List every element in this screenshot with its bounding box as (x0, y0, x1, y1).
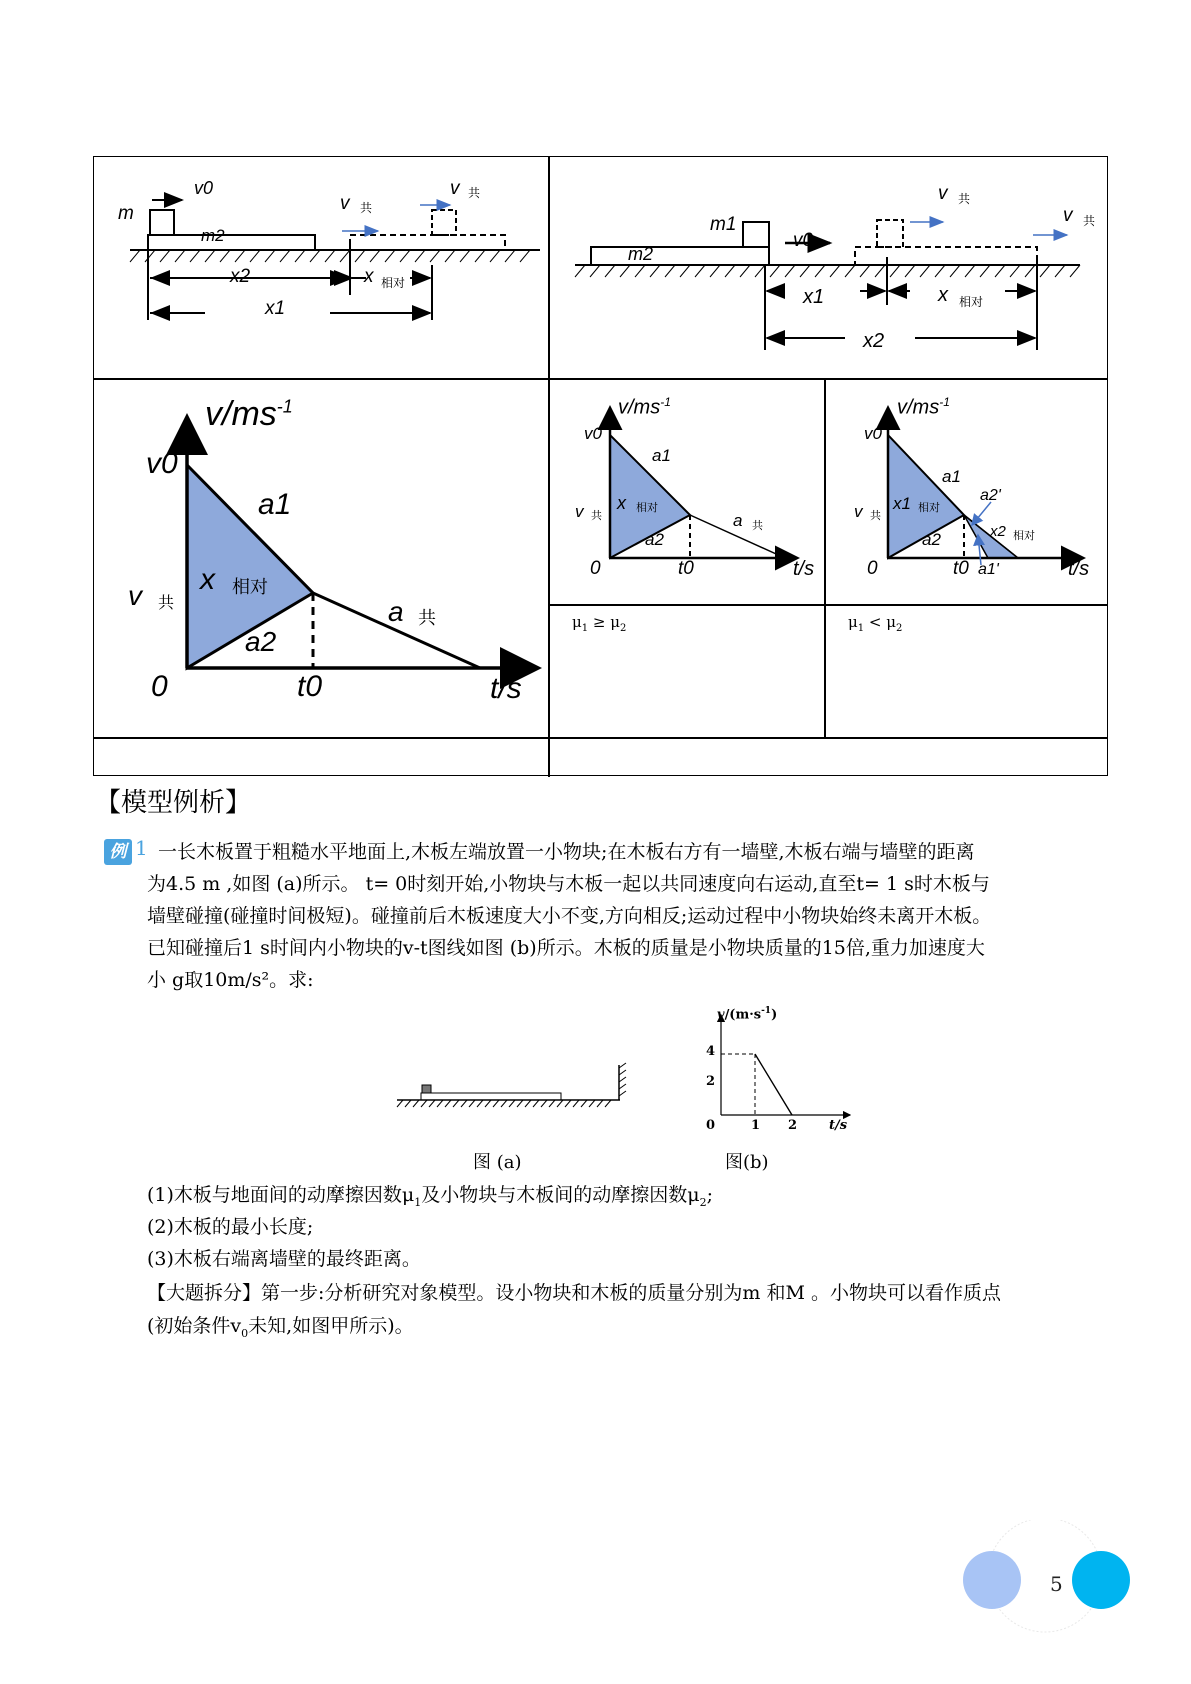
tr-m2: m2 (628, 244, 654, 264)
right-a2p: a2' (980, 487, 1001, 504)
mid-t0: t0 (678, 558, 694, 579)
caption-a: 图 (a) (473, 1152, 522, 1173)
tr-x1: x1 (803, 286, 825, 308)
mid-ylabel: $v/ms^{-1}$ (618, 395, 671, 419)
mid-xrel: x (617, 493, 626, 513)
mid-xlabel: t/s (793, 558, 815, 580)
tr-rel: 相对 (959, 295, 984, 309)
right-rel2: 相对 (1013, 529, 1035, 542)
mid-agong: a (733, 511, 743, 530)
figure-a (395, 1060, 635, 1110)
big-t0: t0 (297, 670, 323, 703)
right-a1p: a1' (978, 561, 999, 578)
tl-xrel: x (364, 266, 374, 287)
tr-vgong2: v (1063, 205, 1073, 226)
tl-rel: 相对 (381, 276, 406, 290)
mid-a2: a2 (645, 530, 664, 549)
big-gong: 共 (158, 593, 175, 612)
tr-vgong1: v (938, 183, 948, 204)
tl-m: m (118, 203, 134, 224)
example-line-4: 已知碰撞后1 s时间内小物块的v-t图线如图 (b)所示。木板的质量是小物块质量的15倍,重力加速度大 (147, 937, 985, 959)
question-1: (1)木板与地面间的动摩擦因数$\mu_1$及小物块与木板间的动摩擦因数$\mu_2$; (147, 1184, 714, 1209)
right-origin: 0 (867, 558, 878, 579)
fig-b-x1: 1 (751, 1118, 761, 1133)
big-rel: 相对 (232, 577, 268, 598)
big-origin: 0 (151, 670, 168, 703)
example-line-5: 小 g取10m/s²。求: (147, 969, 314, 991)
mid-agongsub: 共 (752, 519, 763, 532)
tr-x2: x2 (863, 330, 885, 352)
tl-m2: m2 (201, 226, 225, 245)
big-agongsub: 共 (418, 608, 436, 629)
big-xrel: x (200, 563, 215, 596)
figure-b-vt-line (755, 1054, 792, 1115)
caption-b: 图(b) (725, 1152, 769, 1173)
fig-b-ylabel: $v/(m\cdot s^{-1})$ (717, 1006, 778, 1023)
tl-gong2: 共 (468, 186, 481, 200)
question-3: (3)木板右端离墙壁的最终距离。 (147, 1248, 421, 1270)
tr-m1: m1 (710, 214, 737, 235)
big-a1: a1 (258, 488, 292, 521)
mid-v0: v0 (584, 424, 602, 443)
fig-b-xlabel: t/s (829, 1118, 848, 1133)
mid-rel: 相对 (636, 501, 658, 514)
right-ylabel: $v/ms^{-1}$ (897, 395, 950, 419)
right-xlabel: t/s (1068, 558, 1090, 580)
mid-vgong: v (575, 502, 584, 521)
top-left-board-diagram (110, 170, 550, 330)
big-v0: v0 (146, 447, 178, 480)
right-t0: t0 (953, 558, 969, 579)
tr-gong1: 共 (958, 192, 971, 206)
big-xlabel: t/s (490, 672, 522, 705)
big-vt-graph (125, 395, 545, 695)
right-a1: a1 (942, 467, 961, 486)
fig-b-y2: 2 (706, 1074, 716, 1089)
right-gong: 共 (870, 509, 881, 522)
mid-origin: 0 (590, 558, 601, 579)
example-number: 1 (135, 836, 148, 860)
big-vgong: v (128, 580, 142, 611)
figure-b-chart (700, 1005, 860, 1135)
page-number-badge (955, 1520, 1135, 1640)
tl-gong1: 共 (360, 201, 373, 215)
right-x1: x1 (893, 494, 911, 513)
tr-gong2: 共 (1083, 214, 1096, 228)
tr-xrel: x (938, 284, 948, 306)
question-2: (2)木板的最小长度; (147, 1216, 314, 1238)
big-a2: a2 (245, 626, 277, 657)
tr-v0: v0 (793, 230, 814, 251)
fig-b-y4: 4 (706, 1044, 716, 1059)
tl-v0: v0 (194, 178, 214, 198)
right-x2: x2 (990, 523, 1006, 540)
right-v0: v0 (864, 424, 882, 443)
example-line-3: 墙壁碰撞(碰撞时间极短)。碰撞前后木板速度大小不变,方向相反;运动过程中小物块始终未离开木板。 (147, 905, 992, 927)
cond-mid: $\mu_1 \ge \mu_2$ (572, 613, 627, 634)
top-right-board-diagram (565, 195, 1095, 355)
cond-right: $\mu_1 < \mu_2$ (848, 613, 903, 634)
right-rel1: 相对 (918, 501, 940, 514)
big-ylabel: $v/ms^{-1}$ (205, 395, 293, 433)
page-number: 5 (1050, 1572, 1063, 1596)
right-a2: a2 (922, 530, 941, 549)
fig-b-x2: 2 (788, 1118, 798, 1133)
mid-a1: a1 (652, 446, 671, 465)
example-badge: 例 (104, 839, 132, 865)
split-line-1: 【大题拆分】第一步:分析研究对象模型。设小物块和木板的质量分别为m 和M 。小物块可以看作质点 (147, 1282, 1001, 1304)
section-title: 【模型例析】 (95, 788, 252, 818)
tl-vgong2: v (450, 178, 460, 199)
tl-x2: x2 (230, 266, 251, 287)
example-line-1: 一长木板置于粗糙水平地面上,木板左端放置一小物块;在木板右方有一墙壁,木板右端与墙壁的距离 (158, 841, 975, 863)
mid-gong: 共 (591, 509, 602, 522)
fig-b-x0: 0 (706, 1118, 716, 1133)
tl-vgong1: v (340, 193, 350, 214)
tl-x1: x1 (265, 298, 286, 319)
big-agong: a (388, 596, 404, 627)
mid-vt-graph (590, 395, 810, 585)
split-line-2: (初始条件$v_0$未知,如图甲所示)。 (147, 1315, 414, 1340)
right-vgong: v (854, 502, 863, 521)
example-line-2: 为4.5 m ,如图 (a)所示。 t= 0时刻开始,小物块与木板一起以共同速度向右运动,直至t= 1 s时木板与 (147, 873, 990, 895)
